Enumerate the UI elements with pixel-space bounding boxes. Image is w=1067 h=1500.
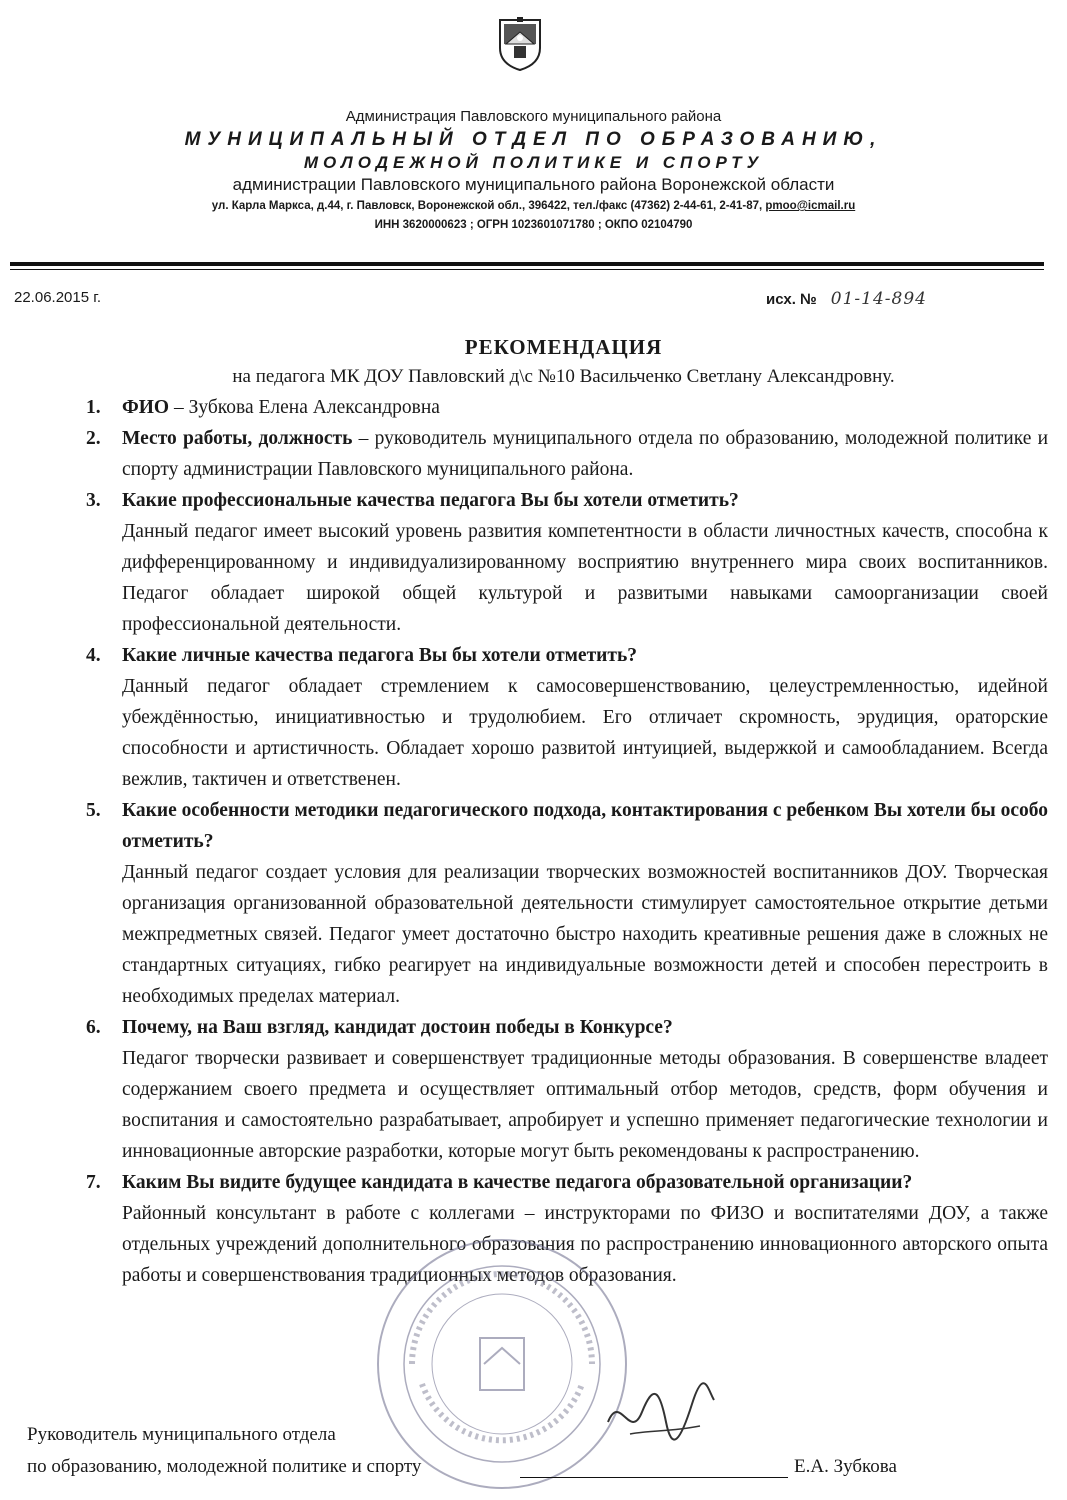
- item-text: [122, 392, 1048, 423]
- list-item: [82, 423, 1048, 485]
- header-administration: Администрация Павловского муниципального района: [345, 108, 722, 125]
- item-answer: Данный педагог создает условия для реализации творческих возможностей воспитанников ДОУ. Творческая организация организованной образовательной деятельности стимулирует самостоятельное открытие детьми межпредметных связей. Педагог умеет достаточно быстро находить креативные решения даже в сложных не стандартных ситуациях, гибко реагирует на индивидуальные возможности детей и способен перестроить в необходимых пределах материал.: [122, 862, 1048, 1007]
- list-item: [82, 485, 1048, 640]
- item-answer: Педагог творчески развивает и совершенствует традиционные методы образования. В совершенстве владеет содержанием своего предмета и осуществляет оптимальный отбор методов, средств, форм обучения и воспитания и самостоятельно разрабатывает, апробирует и успешно применяет педагогические технологии и инновационные авторские разработки, которые могут быть рекомендованы к распространению.: [122, 1048, 1048, 1162]
- handwritten-signature-icon: [600, 1382, 720, 1452]
- list-item: [82, 1012, 1048, 1167]
- header-divider-thin: [10, 269, 1044, 270]
- item-answer: Районный консультант в работе с коллегами – инструкторами по ФИЗО и воспитателями ДОУ, а также отдельных учреждений дополнительного образования по распространению инновационного авторского опыта работы и совершенствования традиционных методов образования.: [122, 1203, 1048, 1286]
- item-number: 6.: [86, 1017, 101, 1038]
- outgoing-number: [766, 289, 927, 309]
- header-department-line1: МУНИЦИПАЛЬНЫЙ ОТДЕЛ ПО ОБРАЗОВАНИЮ,: [184, 129, 883, 150]
- item-answer: Данный педагог имеет высокий уровень развития компетентности в области личностных качеств, способна к дифференцированному и индивидуализированному восприятию внутреннего мира своих воспитанников. Педагог обладает широкой общей культурой и развитыми навыками самоорганизации своей профессиональной деятельности.: [122, 521, 1048, 635]
- header-address-text: ул. Карла Маркса, д.44, г. Павловск, Воронежской обл., 396422, тел./факс (47362) 2-44-61, 2-41-87,: [211, 200, 763, 212]
- item-question: Какие профессиональные качества педагога Вы бы хотели отметить?: [122, 490, 739, 511]
- signatory-position-line2: по образованию, молодежной политике и спорту: [27, 1456, 422, 1477]
- recommendation-items: [82, 392, 1048, 1291]
- official-stamp-icon: [372, 1234, 632, 1494]
- header-email-link[interactable]: pmoo@icmail.ru: [765, 200, 856, 212]
- signatory-position-line1: Руководитель муниципального отдела: [27, 1424, 336, 1445]
- document-subject: на педагога МК ДОУ Павловский д\с №10 Васильченко Светлану Александровну.: [232, 366, 895, 387]
- item-question: Каким Вы видите будущее кандидата в качестве педагога образовательной организации?: [122, 1172, 913, 1193]
- header-subline: администрации Павловского муниципального района Воронежской области: [232, 175, 835, 194]
- item-question: Какие личные качества педагога Вы бы хотели отметить?: [122, 645, 638, 666]
- item-number: 7.: [86, 1172, 101, 1193]
- signatory-name: Е.А. Зубкова: [794, 1456, 897, 1477]
- item-number: 1.: [86, 397, 101, 418]
- outgoing-number-label: исх. №: [766, 291, 817, 308]
- item-number: 5.: [86, 800, 101, 821]
- list-item: [82, 640, 1048, 795]
- signature-line: [520, 1477, 788, 1478]
- item-label: Место работы, должность: [122, 428, 353, 449]
- item-label: ФИО: [122, 397, 170, 418]
- item-answer: Данный педагог обладает стремлением к самосовершенствованию, целеустремленностью, идейной убеждённостью, инициативностью и трудолюбием. Его отличает скромность, эрудиция, ораторские способности и артистичность. Обладает хорошо развитой интуицией, выдержкой и самообладанием. Всегда вежлив, тактичен и ответственен.: [122, 676, 1048, 790]
- list-item: [82, 392, 1048, 423]
- header-divider-thick: [10, 262, 1044, 266]
- item-question: Почему, на Ваш взгляд, кандидат достоин победы в Конкурсе?: [122, 1017, 673, 1038]
- item-number: 2.: [86, 428, 101, 449]
- letter-date: 22.06.2015 г.: [14, 289, 102, 306]
- item-value: – руководитель муниципального отдела по образованию, молодежной политике и спорту администрации Павловского муниципального района.: [122, 428, 1048, 480]
- document-title: РЕКОМЕНДАЦИЯ: [464, 335, 663, 359]
- outgoing-number-value: 01-14-894: [830, 289, 927, 309]
- item-question: Какие особенности методики педагогического подхода, контактирования с ребенком Вы хотели бы особо отметить?: [122, 800, 1048, 852]
- list-item: [82, 795, 1048, 1012]
- item-value: – Зубкова Елена Александровна: [169, 397, 440, 418]
- item-text: [122, 423, 1048, 485]
- item-number: 3.: [86, 490, 101, 511]
- item-number: 4.: [86, 645, 101, 666]
- coat-of-arms-icon: [498, 14, 542, 72]
- header-department-line2: МОЛОДЕЖНОЙ ПОЛИТИКЕ И СПОРТУ: [303, 153, 764, 172]
- header-address: [0, 200, 1067, 212]
- header-ids: ИНН 3620000623 ; ОГРН 1023601071780 ; ОКПО 02104790: [374, 219, 693, 231]
